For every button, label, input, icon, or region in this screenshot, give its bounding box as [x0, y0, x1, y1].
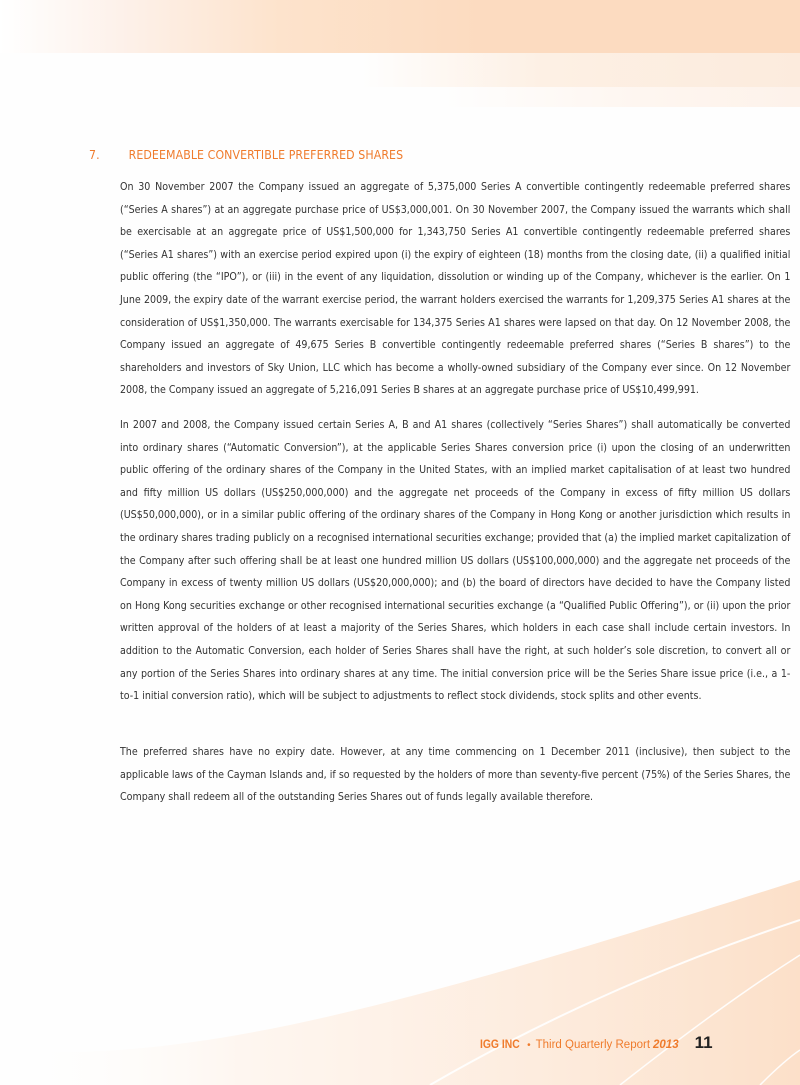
paragraph-redemption: [120, 741, 790, 809]
paragraph-automatic-conversion: [120, 414, 790, 708]
footer-report-title: Third Quarterly Report: [535, 1039, 651, 1051]
bullet-separator-icon: •: [527, 1040, 531, 1051]
section-title: REDEEMABLE CONVERTIBLE PREFERRED SHARES: [128, 147, 404, 162]
page-footer: [480, 1033, 713, 1053]
footer-company-name: IGG INC: [480, 1039, 520, 1051]
footer-decorative-swoosh: [0, 880, 800, 1085]
header-decorative-band-secondary: [0, 53, 800, 87]
paragraph-series-issuance: [120, 176, 790, 402]
paragraph-text: In 2007 and 2008, the Company issued certain Series A, B and A1 shares (collectively “Series Shares”) shall automatically be converted into ordinary shares (“Automatic Conversion”), at the applicable Series Shares conversion price (i) upon the closing of an underwritten public offering of the ordinary shares of the Company in the United States, with an implied market capitalisation of at least two hundred and fifty million US dollars (US$250,000,000) and the aggregate net proceeds of the Company in excess of fifty million US dollars (US$50,000,000), or in a similar public offering of the ordinary shares of the Company in Hong Kong or another jurisdiction which results in the ordinary shares trading publicly on a recognised international securities exchange; provided that (a) the implied market capitalization of the Company after such offering shall be at least one hundred million US dollars (US$100,000,000) and the aggregate net proceeds of the Company in excess of twenty million US dollars (US$20,000,000); and (b) the board of directors have decided to have the Company listed on Hong Kong securities exchange or other recognised international securities exchange (a “Qualified Public Offering”), or (ii) upon the prior written approval of the holders of at least a majority of the Series Shares, which holders in each case shall include certain investors. In addition to the Automatic Conversion, each holder of Series Shares shall have the right, at such holder’s sole discretion, to convert all or any portion of the Series Shares into ordinary shares at any time. The initial conversion price will be the Series Share issue price (i.e., a 1-to-1 initial conversion ratio), which will be subject to adjustments to reflect stock dividends, stock splits and other events.: [120, 418, 791, 703]
paragraph-text: The preferred shares have no expiry date. However, at any time commencing on 1 December 2011 (inclusive), then subject to the applicable laws of the Cayman Islands and, if so requested by the holders of more than seventy-five percent (75%) of the Series Shares, the Company shall redeem all of the outstanding Series Shares out of funds legally available therefore.: [120, 745, 791, 804]
header-decorative-band: [0, 0, 800, 53]
footer-report-year: 2013: [653, 1039, 679, 1051]
section-number: 7.: [89, 147, 100, 162]
paragraph-text: On 30 November 2007 the Company issued an aggregate of 5,375,000 Series A convertible contingently redeemable preferred shares (“Series A shares”) at an aggregate purchase price of US$3,000,001. On 30 November 2007, the Company issued the warrants which shall be exercisable at an aggregate price of US$1,500,000 for 1,343,750 Series A1 convertible contingently redeemable preferred shares (“Series A1 shares”) with an exercise period expired upon (i) the expiry of eighteen (18) months from the closing date, (ii) a qualified initial public offering (the “IPO”), or (iii) in the event of any liquidation, dissolution or winding up of the Company, whichever is the earlier. On 1 June 2009, the expiry date of the warrant exercise period, the warrant holders exercised the warrants for 1,209,375 Series A1 shares at the consideration of US$1,350,000. The warrants exercisable for 134,375 Series A1 shares were lapsed on that day. On 12 November 2008, the Company issued an aggregate of 49,675 Series B convertible contingently redeemable preferred shares (“Series B shares”) to the shareholders and investors of Sky Union, LLC which has become a wholly-owned subsidiary of the Company ever since. On 12 November 2008, the Company issued an aggregate of 5,216,091 Series B shares at an aggregate purchase price of US$10,499,991.: [120, 180, 791, 397]
header-decorative-band-tertiary: [0, 87, 800, 107]
page-number: 11: [694, 1033, 713, 1052]
section-heading: [89, 147, 705, 162]
